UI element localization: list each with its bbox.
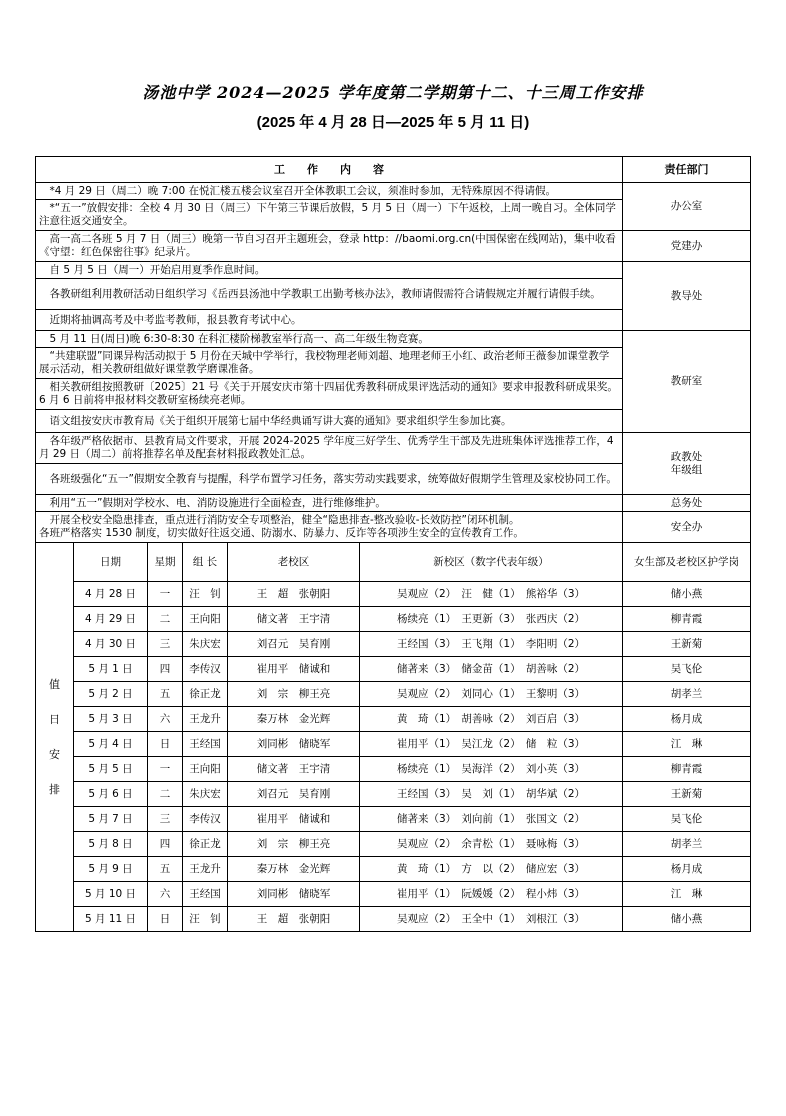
duty-row [36,907,751,932]
work-item: 自 5 月 5 日（周一）开始启用夏季作息时间。 [36,262,623,279]
work-row [36,262,751,279]
duty-cell: 日 [148,907,183,932]
duty-cell: 三 [148,632,183,657]
duty-cell: 5 月 4 日 [74,732,148,757]
duty-cell: 汪 钊 [183,907,228,932]
duty-row [36,657,751,682]
duty-column-header: 女生部及老校区护学岗 [623,543,751,582]
page-title: 汤池中学 2024—2025 学年度第二学期第十二、十三周工作安排 [142,83,644,102]
duty-cell: 5 月 6 日 [74,782,148,807]
duty-cell: 储小燕 [623,582,751,607]
duty-cell: 王向阳 [183,607,228,632]
duty-column-header: 新校区（数字代表年级） [360,543,623,582]
duty-cell: 四 [148,657,183,682]
duty-row [36,807,751,832]
duty-cell: 王龙升 [183,857,228,882]
work-item: 相关教研组按照教研〔2025〕21 号《关于开展安庆市第十四届优秀教科研成果评选活动的通知》要求申报教科研成果奖。6 月 6 日前将申报材料交教研室杨续亮老师。 [36,379,623,410]
work-item: 开展全校安全隐患排查，重点进行消防安全专项整治，健全“隐患排查-整改验收-长效防控”闭环机制。 各班严格落实 1530 制度，切实做好往返交通、防溺水、防暴力、反诈等各项涉生安全的宣传教育工作。 [36,512,623,543]
duty-cell: 五 [148,682,183,707]
work-item: 各教研组利用教研活动日组织学习《岳西县汤池中学教职工出勤考核办法》，教师请假需符合请假规定并履行请假手续。 [36,279,623,310]
duty-cell: 崔用平（1） 阮媛媛（2） 程小炜（3） [360,882,623,907]
work-row [36,433,751,464]
duty-cell: 5 月 2 日 [74,682,148,707]
dept-cell: 办公室 [623,183,751,231]
duty-cell: 5 月 11 日 [74,907,148,932]
duty-cell: 王经国（3） 王飞翔（1） 李阳明（2） [360,632,623,657]
schedule-table [35,156,751,932]
duty-cell: 徐正龙 [183,832,228,857]
duty-cell: 黄 琦（1） 方 以（2） 储应宏（3） [360,857,623,882]
duty-cell: 王新菊 [623,632,751,657]
duty-cell: 胡孝兰 [623,682,751,707]
work-item: 5 月 11 日(周日)晚 6:30-8:30 在科汇楼阶梯教室举行高一、高二年级生物竞赛。 [36,331,623,348]
duty-cell: 王 超 张朝阳 [228,582,360,607]
duty-cell: 崔用平 储诚和 [228,807,360,832]
duty-cell: 5 月 10 日 [74,882,148,907]
duty-row [36,607,751,632]
dept-cell: 教导处 [623,262,751,331]
duty-cell: 刘召元 吴育刚 [228,632,360,657]
duty-cell: 王向阳 [183,757,228,782]
duty-row [36,882,751,907]
duty-cell: 5 月 3 日 [74,707,148,732]
dept-cell: 安全办 [623,512,751,543]
work-item: *“五一”放假安排：全校 4 月 30 日（周三）下午第三节课后放假，5 月 5 日（周一）下午返校，上周一晚自习。全体同学注意往返交通安全。 [36,200,623,231]
duty-cell: 黄 琦（1） 胡善咏（2） 刘百启（3） [360,707,623,732]
duty-cell: 汪 钊 [183,582,228,607]
duty-cell: 徐正龙 [183,682,228,707]
duty-cell: 4 月 29 日 [74,607,148,632]
duty-cell: 储著来（3） 储金苗（1） 胡善咏（2） [360,657,623,682]
work-row [36,331,751,348]
duty-cell: 二 [148,782,183,807]
duty-cell: 日 [148,732,183,757]
duty-cell: 秦万林 金光辉 [228,707,360,732]
duty-cell: 柳青霞 [623,607,751,632]
duty-cell: 储文著 王宇清 [228,607,360,632]
work-item: 高一高二各班 5 月 7 日（周三）晚第一节自习召开主题班会，登录 http：//baomi.org.cn(中国保密在线网站)，集中收看《守望：红色保密往事》纪录片。 [36,231,623,262]
duty-cell: 吴飞伦 [623,657,751,682]
duty-cell: 李传汉 [183,657,228,682]
duty-column-header: 星期 [148,543,183,582]
content-header: 工 作 内 容 [36,157,623,183]
duty-cell: 储文著 王宇清 [228,757,360,782]
dept-cell: 教研室 [623,331,751,433]
duty-cell: 刘同彬 储晓军 [228,732,360,757]
duty-row [36,732,751,757]
work-row [36,512,751,543]
duty-cell: 吴飞伦 [623,807,751,832]
duty-label-char: 安 [49,748,60,761]
duty-cell: 崔用平（1） 吴江龙（2） 储 粒（3） [360,732,623,757]
duty-cell: 王 超 张朝阳 [228,907,360,932]
work-item: “共建联盟”同课异构活动拟于 5 月份在天城中学举行，我校物理老师刘超、地理老师王小红、政治老师王薇参加课堂教学展示活动，相关教研组做好课堂教学磨课准备。 [36,348,623,379]
work-item: 各年级严格依据市、县教育局文件要求，开展 2024-2025 学年度三好学生、优秀学生干部及先进班集体评选推荐工作，4 月 29 日（周二）前将推荐名单及配套材料报政教处汇总。 [36,433,623,464]
work-item: *4 月 29 日（周二）晚 7:00 在悦汇楼五楼会议室召开全体教职工会议，须准时参加，无特殊原因不得请假。 [36,183,623,200]
duty-cell: 杨月成 [623,857,751,882]
dept-header: 责任部门 [623,157,751,183]
work-item: 近期将抽调高考及中考监考教师，报县教育考试中心。 [36,310,623,331]
duty-cell: 李传汉 [183,807,228,832]
duty-cell: 杨月成 [623,707,751,732]
duty-cell: 秦万林 金光辉 [228,857,360,882]
duty-column-header: 日期 [74,543,148,582]
duty-cell: 一 [148,757,183,782]
duty-row [36,832,751,857]
duty-cell: 朱庆宏 [183,632,228,657]
duty-cell: 五 [148,857,183,882]
duty-cell: 吴观应（2） 余青松（1） 聂咏梅（3） [360,832,623,857]
duty-cell: 王经国 [183,732,228,757]
duty-cell: 朱庆宏 [183,782,228,807]
dept-cell: 党建办 [623,231,751,262]
duty-cell: 5 月 8 日 [74,832,148,857]
duty-label-char: 排 [49,783,60,796]
duty-header-row [36,543,751,582]
work-row [36,231,751,262]
duty-cell: 储著来（3） 刘向前（1） 张国文（2） [360,807,623,832]
duty-cell: 刘召元 吴育刚 [228,782,360,807]
duty-cell: 5 月 5 日 [74,757,148,782]
duty-cell: 4 月 30 日 [74,632,148,657]
duty-cell: 王龙升 [183,707,228,732]
duty-cell: 一 [148,582,183,607]
duty-cell: 吴观应（2） 刘同心（1） 王黎明（3） [360,682,623,707]
duty-cell: 刘 宗 柳王亮 [228,682,360,707]
duty-cell: 4 月 28 日 [74,582,148,607]
duty-row [36,582,751,607]
duty-cell: 储小燕 [623,907,751,932]
work-item: 利用“五一”假期对学校水、电、消防设施进行全面检查，进行维修维护。 [36,495,623,512]
duty-column-header: 组 长 [183,543,228,582]
duty-cell: 王经国（3） 吴 刘（1） 胡华斌（2） [360,782,623,807]
duty-cell: 六 [148,707,183,732]
duty-cell: 吴观应（2） 王全中（1） 刘根江（3） [360,907,623,932]
duty-label [36,543,74,932]
duty-cell: 5 月 7 日 [74,807,148,832]
duty-row [36,782,751,807]
work-item: 语文组按安庆市教育局《关于组织开展第七届中华经典诵写讲大赛的通知》要求组织学生参加比赛。 [36,410,623,433]
duty-cell: 吴观应（2） 汪 健（1） 熊裕华（3） [360,582,623,607]
duty-cell: 杨续亮（1） 吴海洋（2） 刘小英（3） [360,757,623,782]
duty-cell: 杨续亮（1） 王更新（3） 张西庆（2） [360,607,623,632]
duty-cell: 5 月 9 日 [74,857,148,882]
dept-cell: 总务处 [623,495,751,512]
duty-row [36,707,751,732]
duty-row [36,682,751,707]
work-row [36,495,751,512]
header-row [36,157,751,183]
duty-row [36,632,751,657]
duty-row [36,757,751,782]
duty-cell: 江 琳 [623,732,751,757]
duty-cell: 刘 宗 柳王亮 [228,832,360,857]
work-row [36,183,751,200]
duty-label-char: 值 [49,678,60,691]
dept-cell: 政教处 年级组 [623,433,751,495]
duty-cell: 王新菊 [623,782,751,807]
duty-label-char: 日 [49,713,60,726]
duty-cell: 柳青霞 [623,757,751,782]
duty-cell: 六 [148,882,183,907]
duty-column-header: 老校区 [228,543,360,582]
duty-cell: 二 [148,607,183,632]
duty-cell: 四 [148,832,183,857]
duty-cell: 刘同彬 储晓军 [228,882,360,907]
duty-cell: 胡孝兰 [623,832,751,857]
duty-cell: 王经国 [183,882,228,907]
duty-row [36,857,751,882]
duty-cell: 崔用平 储诚和 [228,657,360,682]
duty-cell: 三 [148,807,183,832]
work-item: 各班级强化“五一”假期安全教育与提醒，科学布置学习任务，落实劳动实践要求，统筹做好假期学生管理及家校协同工作。 [36,464,623,495]
duty-cell: 江 琳 [623,882,751,907]
page-subtitle: (2025 年 4 月 28 日—2025 年 5 月 11 日) [256,114,530,131]
duty-cell: 5 月 1 日 [74,657,148,682]
